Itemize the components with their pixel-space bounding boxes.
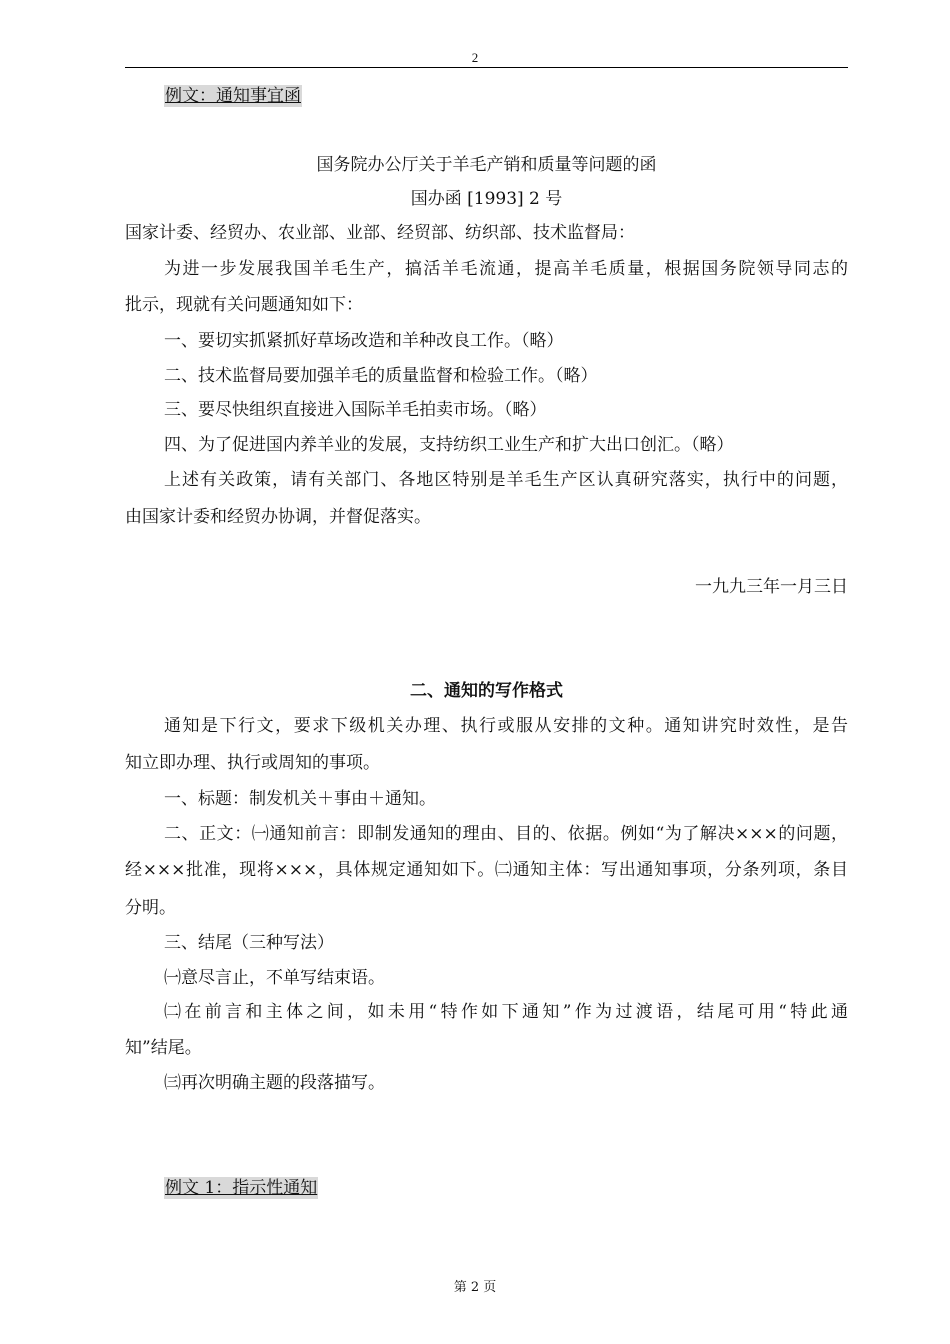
letter-closing-line2: 由国家计委和经贸办协调，并督促落实。: [125, 507, 431, 527]
section-body-line2: 经×××批准，现将×××，具体规定通知如下。㈡通知主体：写出通知事项，分条列项，条目: [125, 860, 848, 880]
section-heading: 二、通知的写作格式: [410, 681, 563, 701]
header-page-number: 2: [471, 50, 479, 65]
letter-doc-number: 国办函 [1993] 2 号: [410, 189, 563, 209]
example2-heading: 例文 1：指示性通知: [165, 1178, 318, 1198]
footer-page-label: 第 2 页: [453, 1280, 497, 1295]
example2-heading-row: [164, 1177, 848, 1199]
section-ending-2-line2: 知”结尾。: [125, 1038, 202, 1058]
section-para1-line1: 通知是下行文，要求下级机关办理、执行或服从安排的文种。通知讲究时效性，是告: [164, 716, 848, 736]
letter-item-2: 二、技术监督局要加强羊毛的质量监督和检验工作。（略）: [164, 366, 598, 386]
letter-title: 国务院办公厅关于羊毛产销和质量等问题的函: [316, 155, 657, 175]
section-ending-3: ㈢再次明确主题的段落描写。: [164, 1073, 385, 1093]
letter-date: 一九九三年一月三日: [695, 577, 848, 597]
example-heading-row: [164, 85, 848, 107]
section-ending-heading: 三、结尾（三种写法）: [164, 933, 334, 953]
section-body-line1: 二、正文：㈠通知前言：即制发通知的理由、目的、依据。例如“为了解决×××的问题，: [164, 824, 848, 844]
section-ending-2-line1: ㈡在前言和主体之间，如未用“特作如下通知”作为过渡语，结尾可用“特此通: [164, 1002, 848, 1022]
section-title-item: 一、标题：制发机关＋事由＋通知。: [164, 789, 436, 809]
letter-item-3: 三、要尽快组织直接进入国际羊毛拍卖市场。（略）: [164, 400, 547, 420]
letter-intro-line2: 批示，现就有关问题通知如下：: [125, 295, 363, 315]
section-ending-1: ㈠意尽言止，不单写结束语。: [164, 968, 385, 988]
example-heading: 例文：通知事宜函: [165, 86, 301, 106]
section-para1-line2: 知立即办理、执行或周知的事项。: [125, 753, 380, 773]
letter-recipients: 国家计委、经贸办、农业部、业部、经贸部、纺织部、技术监督局：: [125, 223, 635, 243]
letter-item-4: 四、为了促进国内养羊业的发展，支持纺织工业生产和扩大出口创汇。（略）: [164, 435, 734, 455]
letter-closing-line1: 上述有关政策，请有关部门、各地区特别是羊毛生产区认真研究落实，执行中的问题，: [164, 470, 848, 490]
letter-intro-line1: 为进一步发展我国羊毛生产，搞活羊毛流通，提高羊毛质量，根据国务院领导同志的: [164, 259, 848, 279]
letter-item-1: 一、要切实抓紧抓好草场改造和羊种改良工作。（略）: [164, 331, 564, 351]
section-body-line3: 分明。: [125, 898, 176, 918]
header-rule: [125, 67, 848, 68]
